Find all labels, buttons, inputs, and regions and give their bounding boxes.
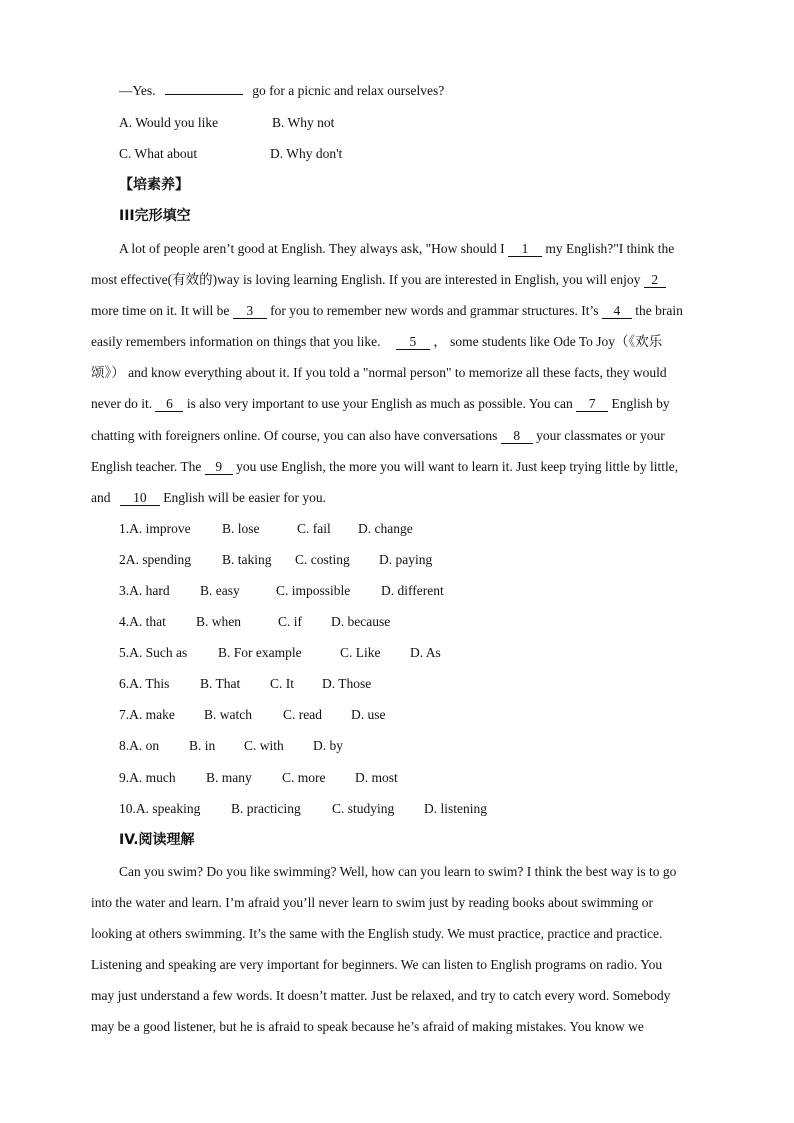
choice-8d: D. by — [313, 738, 343, 753]
blank-7: 7 — [576, 396, 608, 412]
choice-8b: B. in — [189, 738, 216, 753]
cloze-text: your classmates or your — [536, 427, 665, 443]
choice-9b: B. many — [206, 770, 252, 785]
choice-8a: 8.A. on — [119, 738, 160, 753]
question-suffix: go for a picnic and relax ourselves? — [252, 83, 445, 98]
cloze-text: is also very important to use your English as much as possible. You can — [186, 396, 573, 412]
cloze-line — [91, 326, 703, 357]
choice-7c: C. read — [283, 707, 322, 722]
cloze-text: 颂》） and know everything about it. If you told a "normal person" to memorize all these facts, they would — [91, 365, 667, 381]
choice-2d: D. paying — [379, 552, 433, 567]
choice-1a: 1.A. improve — [119, 521, 191, 536]
choice-2b: B. taking — [222, 552, 272, 567]
blank-1: 1 — [508, 241, 542, 257]
blank-8: 8 — [501, 428, 533, 444]
choice-9a: 9.A. much — [119, 770, 176, 785]
cloze-line — [91, 451, 703, 482]
choice-4b: B. when — [196, 614, 241, 629]
choice-1c: C. fail — [297, 521, 331, 536]
section-peisuyang-heading: 【培素养】 — [119, 177, 189, 193]
option-a: A. Would you like — [119, 115, 219, 130]
choice-1d: D. change — [358, 521, 413, 536]
cloze-line — [91, 420, 703, 451]
choice-5d: D. As — [410, 645, 441, 660]
choice-2a: 2A. spending — [119, 552, 191, 567]
reading-line: may just understand a few words. It doesn’t matter. Just be relaxed, and try to catch every word. Somebody — [91, 988, 671, 1004]
cloze-line — [91, 357, 703, 388]
cloze-line — [91, 482, 703, 513]
choice-4c: C. if — [278, 614, 303, 629]
choice-9d: D. most — [355, 770, 398, 785]
blank-5: 5 — [396, 334, 430, 350]
reading-line: Listening and speaking are very important for beginners. We can listen to English programs on radio. You — [91, 957, 663, 973]
option-d: D. Why don't — [270, 146, 343, 161]
reading-passage — [91, 856, 703, 1043]
reading-line: Can you swim? Do you like swimming? Well, how can you learn to swim? I think the best way is to go — [119, 864, 677, 879]
choice-5c: C. Like — [340, 645, 381, 660]
choice-10a: 10.A. speaking — [119, 801, 201, 816]
cloze-text: A lot of people aren’t good at English. They always ask, "How should I — [119, 241, 505, 256]
choice-6c: C. It — [270, 676, 295, 691]
cloze-text: English teacher. The — [91, 458, 202, 474]
cloze-line — [91, 264, 703, 295]
reading-line: into the water and learn. I’m afraid you’ll never learn to swim just by reading books about swimming or — [91, 895, 653, 911]
choice-2c: C. costing — [295, 552, 350, 567]
choice-3d: D. different — [381, 583, 444, 598]
cloze-text: and — [91, 489, 111, 505]
cloze-text: most effective(有效的)way is loving learning English. If you are interested in English, you will enjoy — [91, 272, 641, 288]
option-b: B. Why not — [272, 115, 335, 130]
choice-5b: B. For example — [218, 645, 302, 660]
choice-6a: 6.A. This — [119, 676, 170, 691]
choice-3c: C. impossible — [276, 583, 351, 598]
cloze-text: my English?"I think the — [545, 241, 675, 256]
choice-3a: 3.A. hard — [119, 583, 170, 598]
cloze-passage — [91, 233, 703, 513]
blank-3: 3 — [233, 303, 267, 319]
choice-10d: D. listening — [424, 801, 487, 816]
reading-line: looking at others swimming. It’s the same with the English study. We must practice, practice and practice. — [91, 926, 663, 942]
choice-4a: 4.A. that — [119, 614, 166, 629]
choice-7b: B. watch — [204, 707, 252, 722]
choice-1b: B. lose — [222, 521, 260, 536]
choice-6b: B. That — [200, 676, 241, 691]
answer-blank — [165, 94, 243, 95]
choice-4d: D. because — [331, 614, 391, 629]
cloze-text: English will be easier for you. — [163, 489, 326, 505]
blank-10: 10 — [120, 490, 160, 506]
question-line — [119, 82, 444, 100]
cloze-text: chatting with foreigners online. Of course, you can also have conversations — [91, 427, 498, 443]
option-c: C. What about — [119, 146, 198, 161]
choice-7a: 7.A. make — [119, 707, 175, 722]
cloze-text: you use English, the more you will want to learn it. Just keep trying little by little, — [236, 458, 679, 474]
choice-9c: C. more — [282, 770, 326, 785]
choice-5a: 5.A. Such as — [119, 645, 188, 660]
question-prefix: —Yes. — [119, 83, 156, 98]
blank-2: 2 — [644, 272, 666, 288]
section-reading-heading: IV.阅读理解 — [119, 832, 195, 848]
blank-4: 4 — [602, 303, 632, 319]
cloze-line — [91, 295, 703, 326]
choice-7d: D. use — [351, 707, 386, 722]
reading-line: may be a good listener, but he is afraid to speak because he’s afraid of making mistakes. You know we — [91, 1019, 644, 1035]
blank-9: 9 — [205, 459, 233, 475]
choice-10b: B. practicing — [231, 801, 301, 816]
choice-6d: D. Those — [322, 676, 372, 691]
cloze-text: ， some students like Ode To Joy（《欢乐 — [433, 334, 663, 350]
choice-8c: C. with — [244, 738, 284, 753]
cloze-line — [91, 388, 703, 419]
blank-6: 6 — [155, 396, 183, 412]
cloze-text: English by — [611, 396, 670, 412]
choice-10c: C. studying — [332, 801, 395, 816]
section-cloze-heading: III完形填空 — [119, 208, 191, 224]
cloze-line — [91, 233, 703, 264]
cloze-text: for you to remember new words and grammar structures. It’s — [270, 303, 599, 319]
cloze-text: the brain — [635, 303, 683, 319]
cloze-text: more time on it. It will be — [91, 303, 230, 319]
choice-3b: B. easy — [200, 583, 240, 598]
cloze-text: easily remembers information on things that you like. — [91, 334, 381, 350]
cloze-text: never do it. — [91, 396, 153, 412]
